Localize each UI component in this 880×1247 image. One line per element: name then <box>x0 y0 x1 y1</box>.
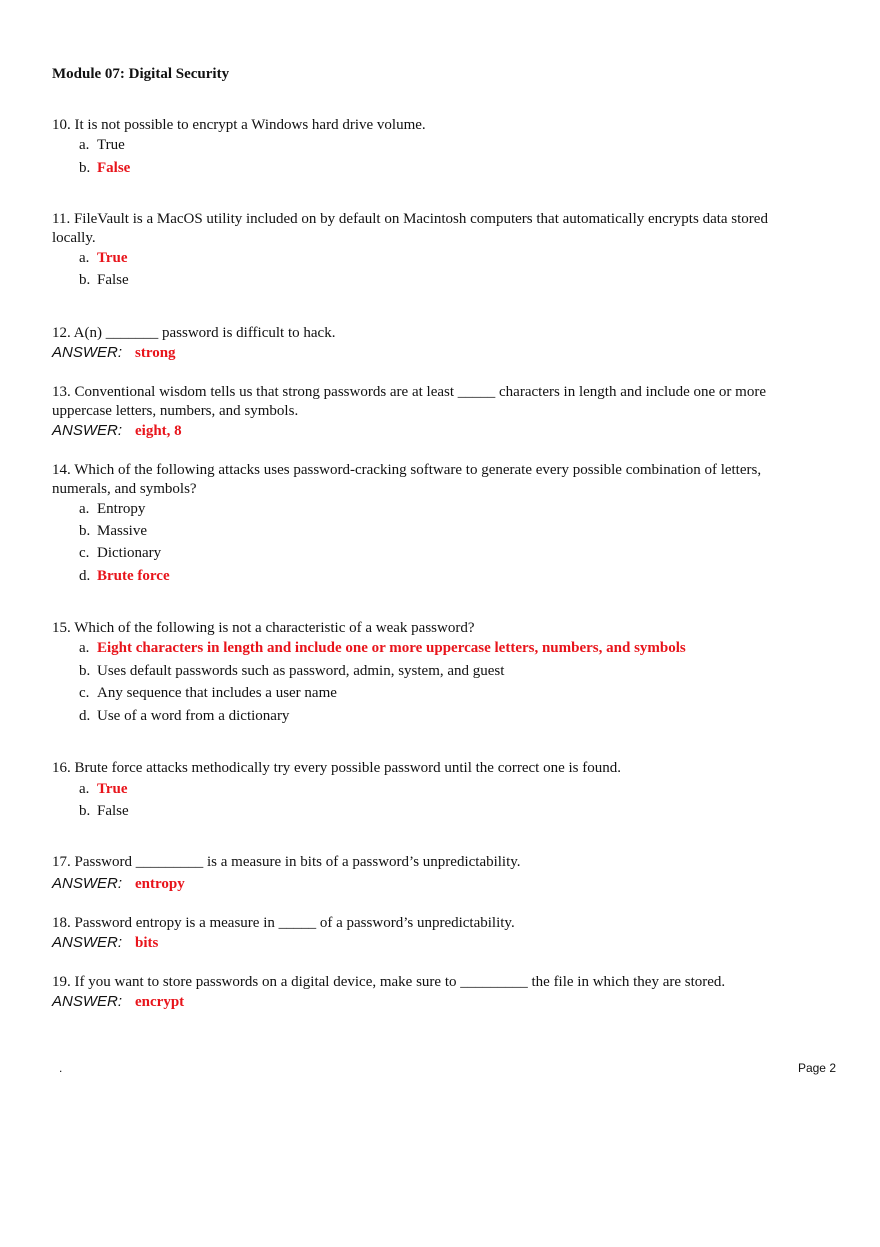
page-title: Module 07: Digital Security <box>52 66 230 82</box>
question-18: 18. Password entropy is a measure in _____ of a password’s unpredictability. <box>52 915 515 931</box>
option: a. True <box>79 137 125 153</box>
option: b. Uses default passwords such as password, admin, system, and guest <box>79 663 505 679</box>
question-19: 19. If you want to store passwords on a digital device, make sure to _________ the file in which they are stored. <box>52 974 726 990</box>
option-correct: a. True <box>79 250 128 266</box>
option: d. Use of a word from a dictionary <box>79 708 290 724</box>
question-10: 10. It is not possible to encrypt a Windows hard drive volume. <box>52 117 426 133</box>
option: a. Entropy <box>79 501 146 517</box>
option: c. Any sequence that includes a user name <box>79 685 337 701</box>
footer-mark: . <box>59 1061 63 1075</box>
option: b. Massive <box>79 523 147 539</box>
page-number: Page 2 <box>797 1061 836 1075</box>
option-correct: a. Eight characters in length and include one or more uppercase letters, numbers, and symbols <box>79 640 686 656</box>
question-14: 14. Which of the following attacks uses password-cracking software to generate every possible combination of letters, <box>52 462 762 478</box>
answer-line: ANSWER: entropy <box>52 875 185 892</box>
question-14-cont: numerals, and symbols? <box>52 481 197 497</box>
option-correct: b. False <box>79 160 131 176</box>
option: c. Dictionary <box>79 545 162 561</box>
answer-line: ANSWER: strong <box>52 344 176 361</box>
question-16: 16. Brute force attacks methodically try every possible password until the correct one is found. <box>52 760 622 776</box>
option-correct: d. Brute force <box>79 568 170 584</box>
option: b. False <box>79 272 129 288</box>
option-correct: a. True <box>79 781 128 797</box>
question-11: 11. FileVault is a MacOS utility included on by default on Macintosh computers that automatically encrypts data stored <box>52 211 768 227</box>
answer-line: ANSWER: eight, 8 <box>52 422 182 439</box>
option: b. False <box>79 803 129 819</box>
question-12: 12. A(n) _______ password is difficult to hack. <box>52 325 336 341</box>
answer-line: ANSWER: bits <box>52 934 159 951</box>
question-13-cont: uppercase letters, numbers, and symbols. <box>52 403 299 419</box>
question-17: 17. Password _________ is a measure in bits of a password’s unpredictability. <box>52 854 521 870</box>
question-13: 13. Conventional wisdom tells us that strong passwords are at least _____ characters in length and include one or more <box>52 384 767 400</box>
question-15: 15. Which of the following is not a characteristic of a weak password? <box>52 620 475 636</box>
answer-line: ANSWER: encrypt <box>52 993 185 1010</box>
question-11-cont: locally. <box>52 230 96 246</box>
